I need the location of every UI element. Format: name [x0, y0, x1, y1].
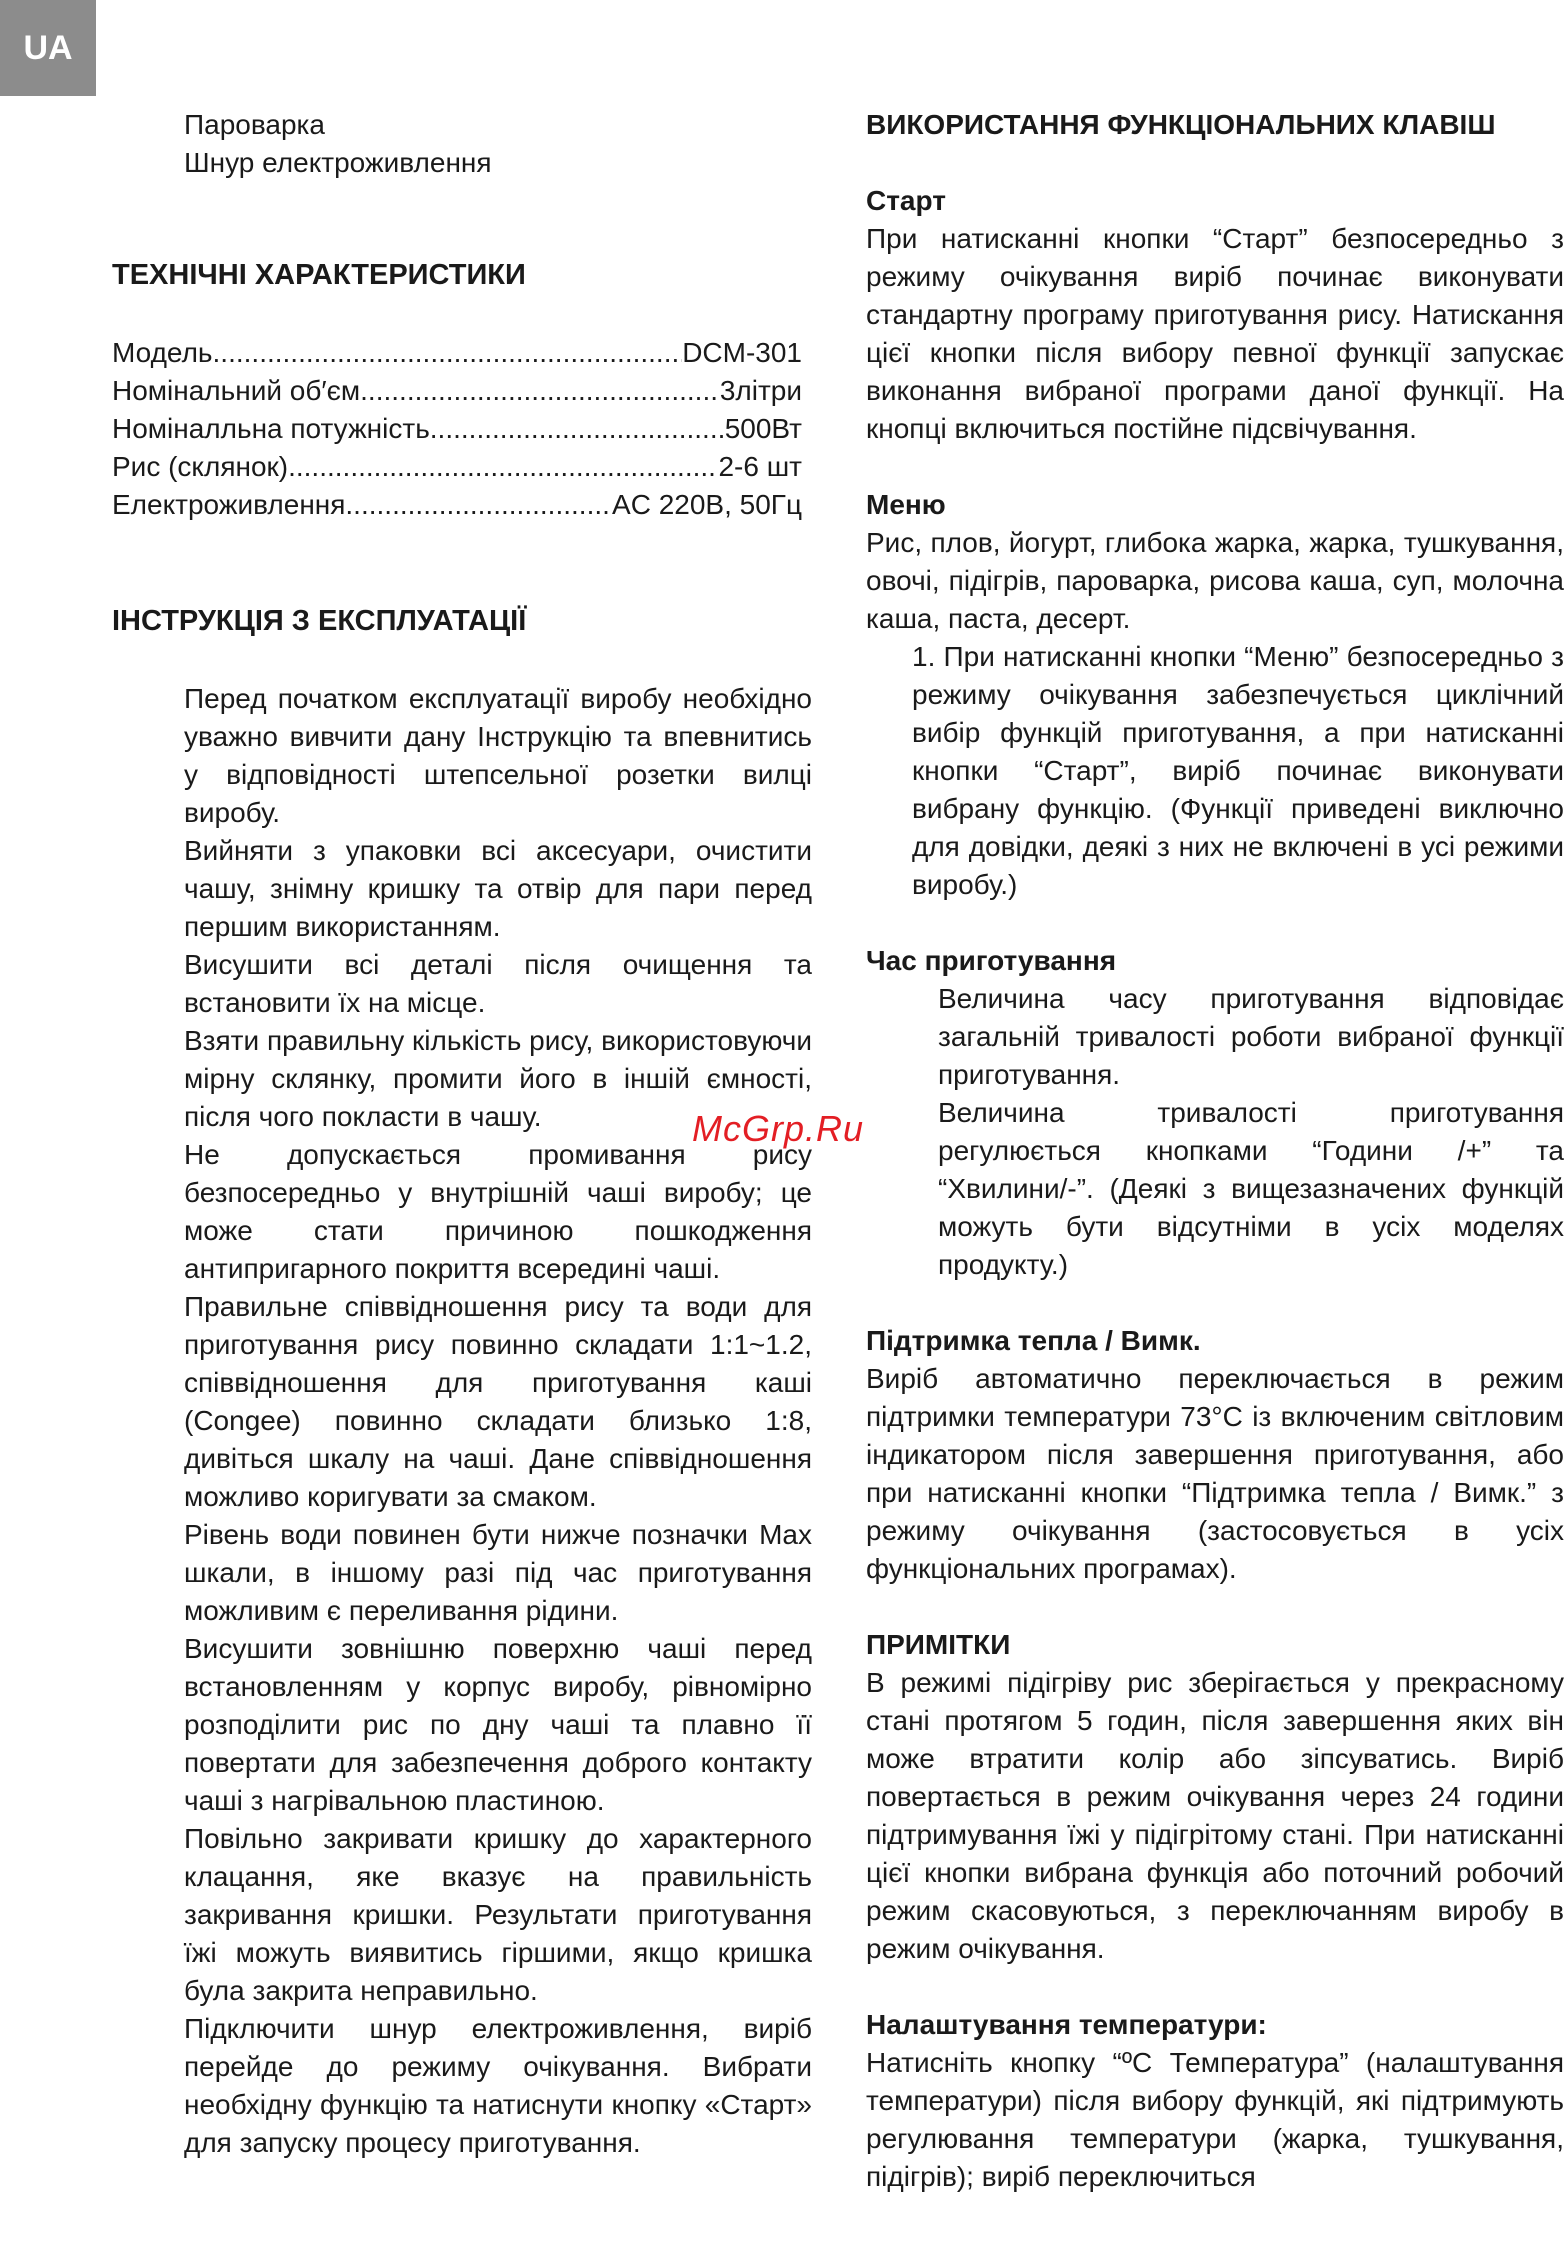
contents-item: Шнур електроживлення [184, 147, 492, 178]
instruction-paragraph: Висушити всі деталі після очищення та встановити їх на місце. [184, 949, 812, 1018]
spec-row [112, 448, 802, 486]
spec-value: 2-6 шт [718, 451, 802, 482]
spec-label: Рис (склянок) [112, 451, 289, 482]
contents-item: Пароварка [184, 109, 325, 140]
spec-label: Номіналльна потужність [112, 413, 430, 444]
start-heading: Старт [866, 185, 946, 216]
instruction-paragraph: Висушити зовнішню поверхню чаші перед встановленням у корпус виробу, рівномірно розподілити рис по дну чаші та плавно її повертати для забезпечення доброго контакту чаші з нагрівальною пластиною. [184, 1633, 812, 1816]
instruction-paragraph: Вийняти з упаковки всі аксесуари, очистити чашу, знімну кришку та отвір для пари перед першим використанням. [184, 835, 812, 942]
keep-warm-text: Виріб автоматично переключається в режим підтримки температури 73°С із включеним світловим індикатором після завершення приготування, або при натисканні кнопки “Підтримка тепла / Вимк.” з режиму очікування (застосовується в усіх функціональних програмах). [866, 1363, 1564, 1584]
instructions-heading: ІНСТРУКЦІЯ З ЕКСПЛУАТАЦІЇ [112, 605, 527, 637]
instruction-paragraph: Правильне співвідношення рису та води для приготування рису повинно складати 1:1~1.2, співвідношення для приготування каші (Congee) повинно складати близько 1:8, дивіться шкалу на чаші. Дане співвідношення можливо коригувати за смаком. [184, 1291, 812, 1512]
contents-list [184, 106, 812, 182]
spec-row [112, 486, 802, 524]
watermark: McGrp.Ru [692, 1108, 865, 1149]
cooking-time-text: Величина тривалості приготування регулюється кнопками “Години /+” та “Хвилини/-”. (Деякі з вищезазначених функцій можуть бути відсутніми в усіх моделях продукту.) [938, 1097, 1564, 1280]
temperature-text: Натисніть кнопку “ºС Температура” (налаштування температури) після вибору функцій, які підтримують регулювання температури (жарка, тушкування, підігрів); виріб переключиться [866, 2047, 1564, 2192]
instruction-paragraph: Взяти правильну кількість рису, використовуючи мірну склянку, промити його в іншій ємності, після чого покласти в чашу. [184, 1025, 812, 1132]
start-text: При натисканні кнопки “Старт” безпосередньо з режиму очікування виріб починає виконувати стандартну програму приготування рису. Натискання цієї кнопки після вибору певної функції запускає виконання вибраної програми даної функції. На кнопці включиться постійне підсвічування. [866, 223, 1564, 444]
spec-label: Електроживлення [112, 489, 346, 520]
spec-value: DCM-301 [682, 337, 802, 368]
language-tab: UA [0, 0, 96, 96]
spec-row [112, 334, 802, 372]
instruction-paragraph: Не допускається промивання рису безпосередньо у внутрішній чаші виробу; це може стати причиною пошкодження антипригарного покриття всередині чаші. [184, 1139, 812, 1284]
temperature-heading: Налаштування температури: [866, 2009, 1267, 2040]
spec-label: Модель [112, 337, 213, 368]
right-column [866, 106, 1564, 2196]
instruction-paragraph: Рівень води повинен бути нижче позначки Max шкали, в іншому разі під час приготування можливим є переливання рідини. [184, 1519, 812, 1626]
notes-heading: ПРИМІТКИ [866, 1629, 1011, 1660]
spec-value: 3літри [719, 375, 802, 406]
notes-text: В режимі підігріву рис зберігається у прекрасному стані протягом 5 годин, після завершення яких він може втратити колір або зіпсуватись. Виріб повертається в режим очікування через 24 години підтримування їжі у підігрітому стані. При натисканні цієї кнопки вибрана функція або поточний робочий режим скасовуються, з переключанням виробу в режим очікування. [866, 1667, 1564, 1964]
instruction-paragraph: Повільно закривати кришку до характерного клацання, яке вказує на правильність закривання кришки. Результати приготування їжі можуть виявитись гіршими, якщо кришка була закрита неправильно. [184, 1823, 812, 2006]
specs-table [112, 334, 802, 524]
menu-text: Рис, плов, йогурт, глибока жарка, жарка, тушкування, овочі, підігрів, пароварка, рисова каша, суп, молочна каша, паста, десерт. [866, 527, 1564, 634]
instruction-paragraph: Перед початком експлуатації виробу необхідно уважно вивчити дану Інструкцію та впевнитись у відповідності штепсельної розетки вилці виробу. [184, 683, 812, 828]
spec-label: Номінальний об′єм [112, 375, 361, 406]
menu-heading: Меню [866, 489, 946, 520]
spec-value: AC 220В, 50Гц [612, 489, 802, 520]
spec-value: 500Вт [724, 413, 802, 444]
menu-item: 1. При натисканні кнопки “Меню” безпосередньо з режиму очікування забезпечується циклічний вибір функцій приготування, а при натисканні кнопки “Старт”, виріб починає виконувати вибрану функцію. (Функції приведені виключно для довідки, деякі з них не включені в усі режими виробу.) [912, 641, 1564, 900]
cooking-time-heading: Час приготування [866, 945, 1117, 976]
instruction-paragraph: Підключити шнур електроживлення, виріб перейде до режиму очікування. Вибрати необхідну функцію та натиснути кнопку «Старт» для запуску процесу приготування. [184, 2013, 812, 2158]
spec-row [112, 410, 802, 448]
spec-row [112, 372, 802, 410]
instructions-list [184, 680, 812, 2162]
function-keys-title: ВИКОРИСТАННЯ ФУНКЦІОНАЛЬНИХ КЛАВІШ [866, 109, 1496, 140]
keep-warm-heading: Підтримка тепла / Вимк. [866, 1325, 1201, 1356]
cooking-time-text: Величина часу приготування відповідає загальній тривалості роботи вибраної функції приготування. [938, 983, 1564, 1090]
specs-heading: ТЕХНІЧНІ ХАРАКТЕРИСТИКИ [112, 259, 526, 291]
